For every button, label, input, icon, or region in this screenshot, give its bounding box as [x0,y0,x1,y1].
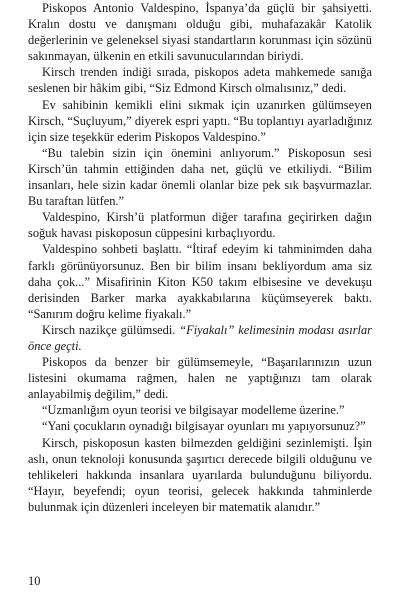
paragraph-5: Valdespino, Kirsh’ü platformun diğer tarafına geçirirken dağın soğuk havası piskoposun cüppesini kırbaçlıyordu. [28,210,372,241]
paragraph-11: Kirsch, piskoposun kasten bilmezden geldiğini sezinlemişti. İşin aslı, onun teknoloji konusunda şaşırtıcı derecede bilgili olduğunu ve tehlikeleri hakkında insanlara uyarılarda bulunduğunu biliyordu. “Hayır, beyefendi; oyun teorisi, gelecek hakkında tahminlerde bulunmak için düzenleri inceleyen bir matematik alanıdır.” [28,435,372,514]
paragraph-8: Piskopos da benzer bir gülümsemeyle, “Başarılarınızın uzun listesini okumama rağmen, halen ne yaptığınızı tam olarak anlayabilmiş değilim,” dedi. [28,355,372,402]
page-number: 10 [28,574,41,588]
paragraph-7 [28,322,372,354]
paragraph-7-italic-thought: “Fiyakalı” kelimesinin modası asırlar önce geçti. [28,322,372,353]
book-page [28,0,372,515]
paragraph-10: “Yani çocukların oynadığı bilgisayar oyunları mı yapıyorsunuz?” [42,419,366,434]
paragraph-4: “Bu talebin sizin için önemini anlıyorum.” Piskoposun sesi Kirsch’ün tahmin ettiğinden daha net, güçlü ve etkiliydi. “Bilim insanları, hele sizin kadar önemli olanlar bize pek sık başvurmazlar. Bu taraftan lütfen.” [28,145,372,209]
paragraph-1: Piskopos Antonio Valdespino, İspanya’da güçlü bir şahsiyetti. Kralın dostu ve danışmanı olduğu gibi, muhafazakâr Katolik değerlerinin ve geleneksel siyasi standartların korunması için sözünü sakınmayan, ülkenin en etkili savunucularından biriydi. [28,1,372,64]
paragraph-2: Kirsch trenden indiği sırada, piskopos adeta mahkemede sanığa seslenen bir hâkim gibi, “Siz Edmond Kirsch olmalısınız,” dedi. [28,65,372,96]
paragraph-9: “Uzmanlığım oyun teorisi ve bilgisayar modelleme üzerine.” [42,403,345,418]
paragraph-6: Valdespino sohbeti başlattı. “İtiraf edeyim ki tahminimden daha farklı görünüyorsunuz. Ben bir bilim insanı bekliyordum ama siz daha çok...” Misafirinin Kiton K50 takım elbisesine ve devekuşu derisinden Barker marka ayakkabılarına küçümseyerek baktı. “Sanırım doğru kelime fiyakalı.” [28,242,372,321]
paragraph-7-text: Kirsch nazikçe gülümsedi. [42,322,180,337]
paragraph-3: Ev sahibinin kemikli elini sıkmak için uzanırken gülümseyen Kirsch, “Suçluyum,” diyerek espri yaptı. “Bu toplantıyı ayarladığınız için size teşekkür ederim Piskopos Valdespino.” [28,97,372,144]
